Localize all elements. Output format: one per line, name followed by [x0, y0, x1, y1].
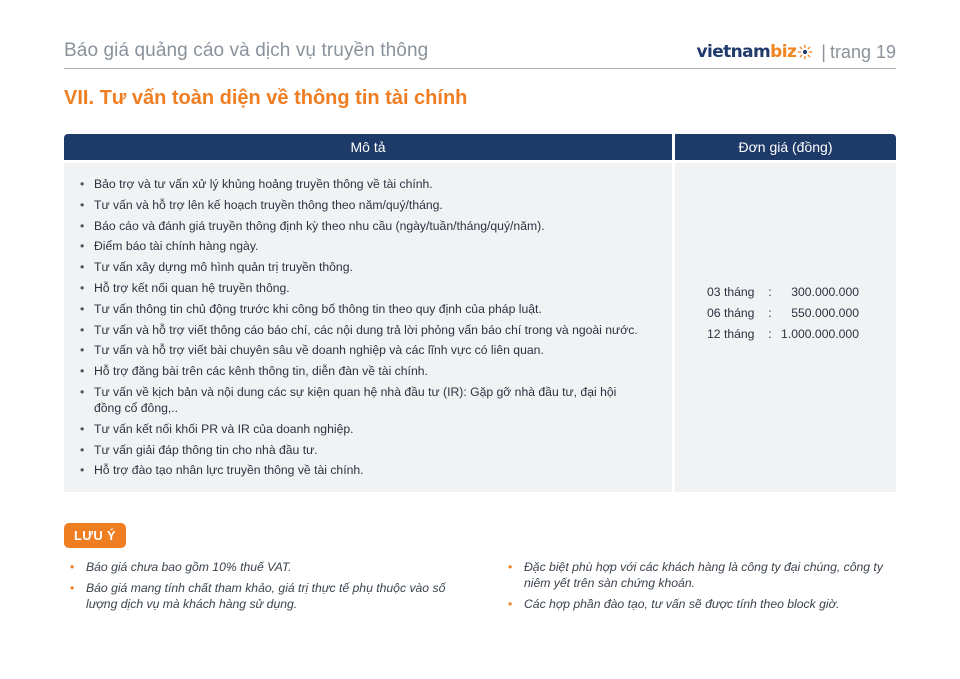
note-badge: LƯU Ý: [64, 523, 126, 548]
price-colon: :: [768, 285, 772, 299]
note-item: • Đặc biệt phù hợp với các khách hàng là công ty đại chúng, công ty niêm yết trên sàn chứng khoán.: [508, 559, 900, 591]
page-number: trang 19: [829, 41, 896, 62]
service-list: [78, 176, 638, 483]
page-header: [64, 38, 896, 69]
note-item: • Báo giá chưa bao gồm 10% thuế VAT.: [70, 559, 470, 575]
price-row: [707, 305, 877, 321]
logo-text-vietnam: vietnam: [696, 42, 771, 62]
brand-block: [697, 40, 897, 64]
price-colon: :: [768, 326, 772, 341]
notes-left-list: [70, 559, 470, 617]
price-amount: 550.000.000: [791, 305, 859, 320]
list-item: • Tư vấn và hỗ trợ viết bài chuyên sâu về doanh nghiệp và các lĩnh vực có liên quan.: [78, 342, 638, 358]
list-item: • Tư vấn và hỗ trợ viết thông cáo báo chí, các nội dung trả lời phỏng vấn báo chí trong và ngoài nước.: [78, 322, 638, 338]
list-item: • Báo cáo và đánh giá truyền thông định kỳ theo nhu cầu (ngày/tuần/tháng/quý/năm).: [78, 218, 638, 234]
vietnambiz-logo: [697, 42, 814, 62]
page-separator: |: [821, 41, 826, 62]
list-item: • Hỗ trợ kết nối quan hệ truyền thông.: [78, 280, 638, 296]
price-row: [707, 326, 877, 342]
price-term: 12 tháng: [707, 326, 755, 341]
price-amount: 1.000.000.000: [781, 326, 859, 341]
price-cell: [675, 163, 896, 492]
price-list: [707, 284, 877, 346]
list-item: • Điểm báo tài chính hàng ngày.: [78, 238, 638, 254]
column-header-price: Đơn giá (đồng): [675, 134, 896, 160]
column-header-description: Mô tả: [64, 134, 672, 160]
list-item: • Tư vấn giải đáp thông tin cho nhà đầu tư.: [78, 442, 638, 458]
logo-sunburst-icon: [797, 44, 813, 60]
section-title: VII. Tư vấn toàn diện về thông tin tài chính: [64, 87, 468, 109]
document-title: Báo giá quảng cáo và dịch vụ truyền thông: [64, 40, 429, 61]
list-item: • Bảo trợ và tư vấn xử lý khủng hoảng truyền thông về tài chính.: [78, 176, 638, 192]
description-cell: [64, 163, 672, 492]
price-row: [707, 284, 877, 300]
note-item: • Các hợp phần đào tạo, tư vấn sẽ được tính theo block giờ.: [508, 596, 900, 612]
price-term: 06 tháng: [707, 305, 755, 320]
pricing-table: [64, 134, 896, 492]
price-colon: :: [768, 305, 772, 320]
note-item: • Báo giá mang tính chất tham khảo, giá trị thực tế phụ thuộc vào số lượng dịch vụ mà khách hàng sử dụng.: [70, 580, 470, 612]
notes-right-list: [508, 559, 900, 617]
list-item: • Hỗ trợ đăng bài trên các kênh thông tin, diễn đàn về tài chính.: [78, 363, 638, 379]
list-item: • Tư vấn và hỗ trợ lên kế hoạch truyền thông theo năm/quý/tháng.: [78, 197, 638, 213]
list-item: • Hỗ trợ đào tạo nhân lực truyền thông về tài chính.: [78, 462, 638, 478]
list-item: • Tư vấn kết nối khối PR và IR của doanh nghiệp.: [78, 421, 638, 437]
list-item: • Tư vấn xây dựng mô hình quản trị truyền thông.: [78, 259, 638, 275]
price-term: 03 tháng: [707, 285, 755, 299]
list-item: • Tư vấn về kịch bản và nội dung các sự kiện quan hệ nhà đầu tư (IR): Gặp gỡ nhà đầu tư, đại hội đồng cổ đông,..: [78, 384, 638, 416]
list-item: • Tư vấn thông tin chủ động trước khi công bố thông tin theo quy định của pháp luật.: [78, 301, 638, 317]
logo-text-biz: biz: [770, 42, 797, 62]
price-amount: 300.000.000: [791, 285, 859, 299]
